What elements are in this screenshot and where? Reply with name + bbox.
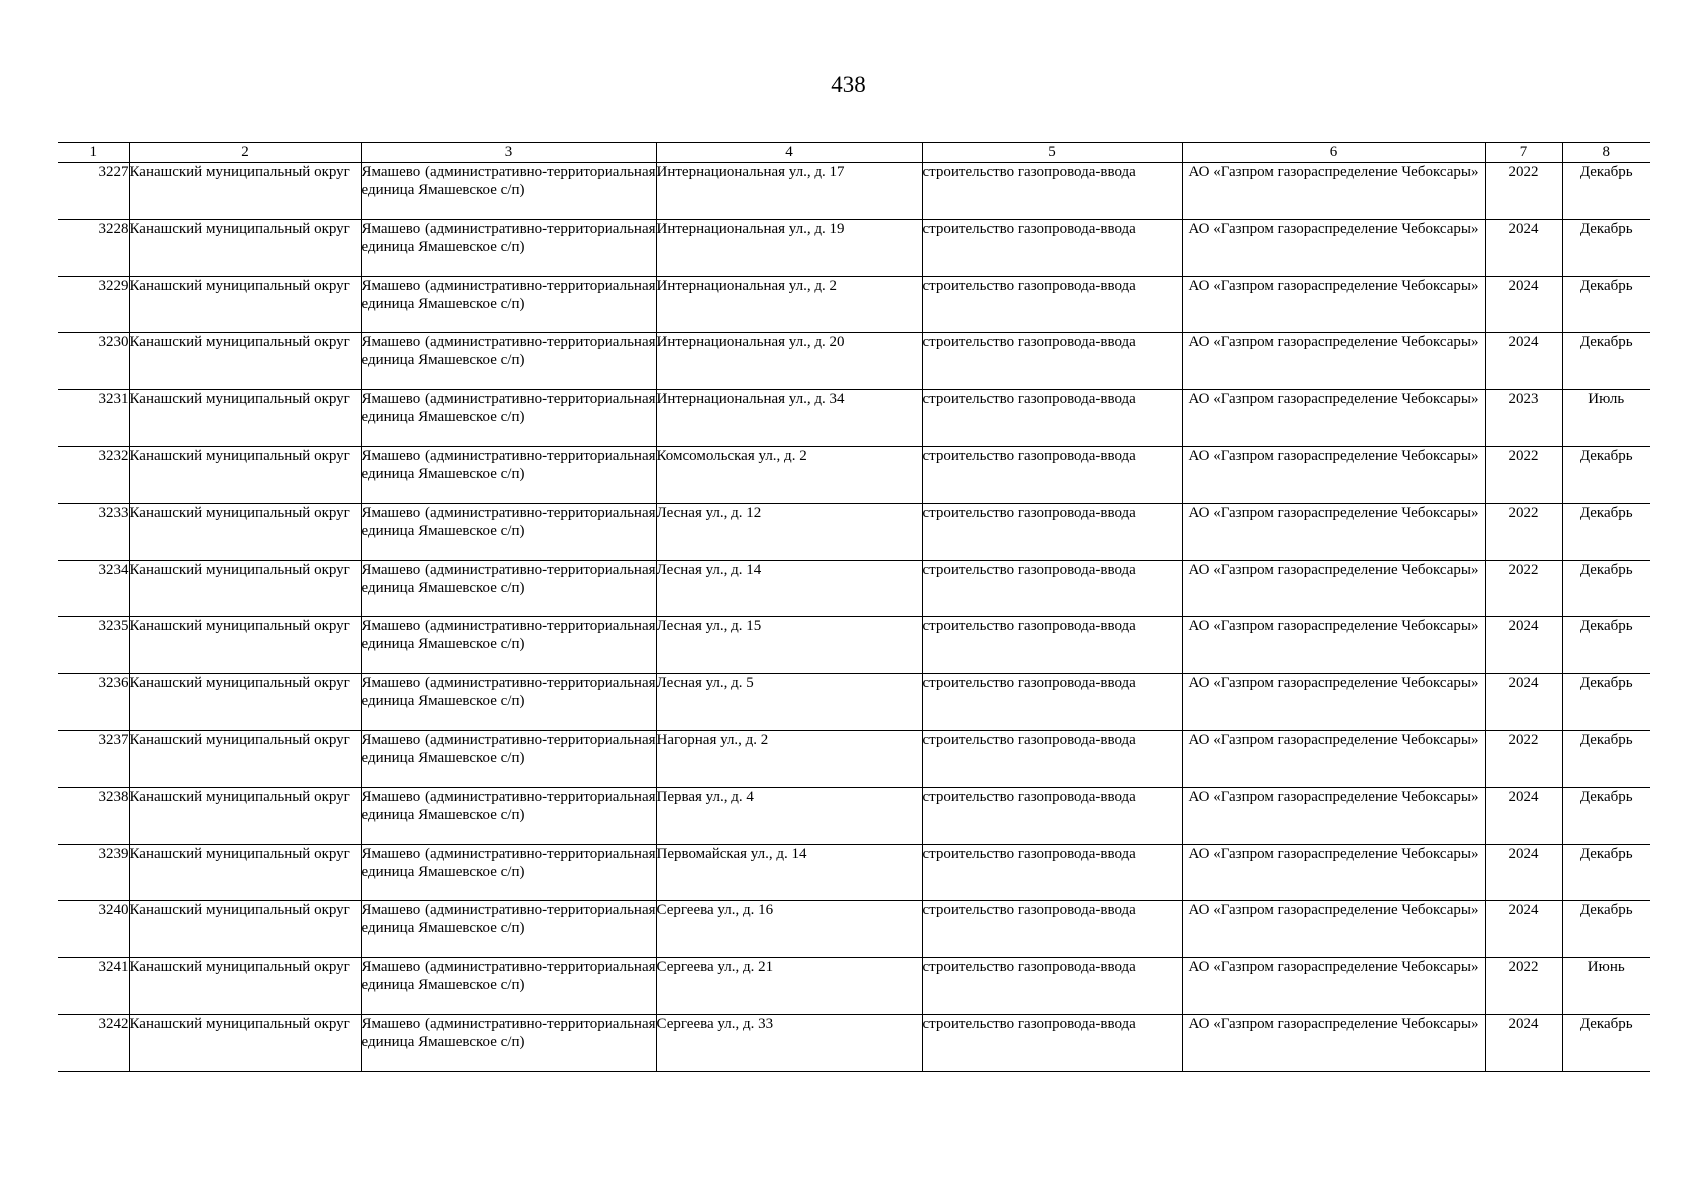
organization-cell: АО «Газпром газораспределение Чебоксары» <box>1182 503 1485 560</box>
table-row <box>58 163 1650 220</box>
work-type-cell: строительство газопровода-ввода <box>922 617 1182 674</box>
settlement-cell: Ямашево (административно-территориальная единица Ямашевское с/п) <box>361 674 656 731</box>
table-row <box>58 560 1650 617</box>
district-cell: Канашский муниципальный округ <box>129 390 361 447</box>
month-cell: Июнь <box>1562 958 1650 1015</box>
table-row <box>58 333 1650 390</box>
address-cell: Нагорная ул., д. 2 <box>656 730 922 787</box>
address-cell: Лесная ул., д. 12 <box>656 503 922 560</box>
table-row <box>58 617 1650 674</box>
table-body <box>58 163 1650 1072</box>
address-cell: Лесная ул., д. 5 <box>656 674 922 731</box>
address-cell: Интернациональная ул., д. 20 <box>656 333 922 390</box>
row-number: 3235 <box>58 617 129 674</box>
month-cell: Июль <box>1562 390 1650 447</box>
month-cell: Декабрь <box>1562 333 1650 390</box>
settlement-cell: Ямашево (административно-территориальная единица Ямашевское с/п) <box>361 163 656 220</box>
organization-cell: АО «Газпром газораспределение Чебоксары» <box>1182 333 1485 390</box>
district-cell: Канашский муниципальный округ <box>129 333 361 390</box>
column-header: 7 <box>1485 143 1562 163</box>
settlement-cell: Ямашево (административно-территориальная единица Ямашевское с/п) <box>361 1014 656 1071</box>
settlement-cell: Ямашево (административно-территориальная единица Ямашевское с/п) <box>361 787 656 844</box>
table-row <box>58 901 1650 958</box>
address-cell: Интернациональная ул., д. 17 <box>656 163 922 220</box>
settlement-cell: Ямашево (административно-территориальная единица Ямашевское с/п) <box>361 333 656 390</box>
work-type-cell: строительство газопровода-ввода <box>922 958 1182 1015</box>
work-type-cell: строительство газопровода-ввода <box>922 730 1182 787</box>
month-cell: Декабрь <box>1562 560 1650 617</box>
register-table <box>58 142 1650 1072</box>
row-number: 3230 <box>58 333 129 390</box>
month-cell: Декабрь <box>1562 446 1650 503</box>
settlement-cell: Ямашево (административно-территориальная единица Ямашевское с/п) <box>361 958 656 1015</box>
organization-cell: АО «Газпром газораспределение Чебоксары» <box>1182 901 1485 958</box>
row-number: 3234 <box>58 560 129 617</box>
organization-cell: АО «Газпром газораспределение Чебоксары» <box>1182 1014 1485 1071</box>
work-type-cell: строительство газопровода-ввода <box>922 674 1182 731</box>
work-type-cell: строительство газопровода-ввода <box>922 333 1182 390</box>
district-cell: Канашский муниципальный округ <box>129 617 361 674</box>
address-cell: Лесная ул., д. 14 <box>656 560 922 617</box>
row-number: 3239 <box>58 844 129 901</box>
work-type-cell: строительство газопровода-ввода <box>922 219 1182 276</box>
address-cell: Первомайская ул., д. 14 <box>656 844 922 901</box>
row-number: 3231 <box>58 390 129 447</box>
organization-cell: АО «Газпром газораспределение Чебоксары» <box>1182 617 1485 674</box>
year-cell: 2022 <box>1485 730 1562 787</box>
column-header: 6 <box>1182 143 1485 163</box>
year-cell: 2024 <box>1485 901 1562 958</box>
month-cell: Декабрь <box>1562 901 1650 958</box>
address-cell: Лесная ул., д. 15 <box>656 617 922 674</box>
district-cell: Канашский муниципальный округ <box>129 446 361 503</box>
district-cell: Канашский муниципальный округ <box>129 219 361 276</box>
district-cell: Канашский муниципальный округ <box>129 674 361 731</box>
column-header: 3 <box>361 143 656 163</box>
district-cell: Канашский муниципальный округ <box>129 787 361 844</box>
year-cell: 2024 <box>1485 333 1562 390</box>
organization-cell: АО «Газпром газораспределение Чебоксары» <box>1182 844 1485 901</box>
year-cell: 2024 <box>1485 844 1562 901</box>
month-cell: Декабрь <box>1562 674 1650 731</box>
work-type-cell: строительство газопровода-ввода <box>922 503 1182 560</box>
table-row <box>58 844 1650 901</box>
header-row <box>58 143 1650 163</box>
column-header: 8 <box>1562 143 1650 163</box>
year-cell: 2024 <box>1485 219 1562 276</box>
address-cell: Первая ул., д. 4 <box>656 787 922 844</box>
table-row <box>58 219 1650 276</box>
table-row <box>58 787 1650 844</box>
settlement-cell: Ямашево (административно-территориальная единица Ямашевское с/п) <box>361 503 656 560</box>
table-row <box>58 730 1650 787</box>
work-type-cell: строительство газопровода-ввода <box>922 446 1182 503</box>
district-cell: Канашский муниципальный округ <box>129 276 361 333</box>
column-header: 4 <box>656 143 922 163</box>
month-cell: Декабрь <box>1562 1014 1650 1071</box>
year-cell: 2022 <box>1485 560 1562 617</box>
organization-cell: АО «Газпром газораспределение Чебоксары» <box>1182 163 1485 220</box>
work-type-cell: строительство газопровода-ввода <box>922 276 1182 333</box>
address-cell: Сергеева ул., д. 16 <box>656 901 922 958</box>
address-cell: Интернациональная ул., д. 19 <box>656 219 922 276</box>
work-type-cell: строительство газопровода-ввода <box>922 901 1182 958</box>
month-cell: Декабрь <box>1562 163 1650 220</box>
table-row <box>58 958 1650 1015</box>
year-cell: 2022 <box>1485 958 1562 1015</box>
year-cell: 2022 <box>1485 163 1562 220</box>
month-cell: Декабрь <box>1562 503 1650 560</box>
column-header: 5 <box>922 143 1182 163</box>
work-type-cell: строительство газопровода-ввода <box>922 787 1182 844</box>
organization-cell: АО «Газпром газораспределение Чебоксары» <box>1182 219 1485 276</box>
row-number: 3241 <box>58 958 129 1015</box>
settlement-cell: Ямашево (административно-территориальная единица Ямашевское с/п) <box>361 730 656 787</box>
table-row <box>58 674 1650 731</box>
table-row <box>58 276 1650 333</box>
table-row <box>58 446 1650 503</box>
month-cell: Декабрь <box>1562 787 1650 844</box>
district-cell: Канашский муниципальный округ <box>129 560 361 617</box>
year-cell: 2022 <box>1485 446 1562 503</box>
column-header: 2 <box>129 143 361 163</box>
row-number: 3227 <box>58 163 129 220</box>
address-cell: Комсомольская ул., д. 2 <box>656 446 922 503</box>
year-cell: 2024 <box>1485 674 1562 731</box>
page-number: 438 <box>831 72 866 97</box>
table-row <box>58 1014 1650 1071</box>
year-cell: 2024 <box>1485 787 1562 844</box>
table-row <box>58 390 1650 447</box>
year-cell: 2024 <box>1485 617 1562 674</box>
work-type-cell: строительство газопровода-ввода <box>922 390 1182 447</box>
work-type-cell: строительство газопровода-ввода <box>922 844 1182 901</box>
district-cell: Канашский муниципальный округ <box>129 958 361 1015</box>
month-cell: Декабрь <box>1562 730 1650 787</box>
settlement-cell: Ямашево (административно-территориальная единица Ямашевское с/п) <box>361 276 656 333</box>
district-cell: Канашский муниципальный округ <box>129 163 361 220</box>
row-number: 3232 <box>58 446 129 503</box>
column-header: 1 <box>58 143 129 163</box>
settlement-cell: Ямашево (административно-территориальная единица Ямашевское с/п) <box>361 901 656 958</box>
row-number: 3238 <box>58 787 129 844</box>
year-cell: 2024 <box>1485 1014 1562 1071</box>
table-row <box>58 503 1650 560</box>
district-cell: Канашский муниципальный округ <box>129 901 361 958</box>
organization-cell: АО «Газпром газораспределение Чебоксары» <box>1182 674 1485 731</box>
organization-cell: АО «Газпром газораспределение Чебоксары» <box>1182 787 1485 844</box>
organization-cell: АО «Газпром газораспределение Чебоксары» <box>1182 958 1485 1015</box>
settlement-cell: Ямашево (административно-территориальная единица Ямашевское с/п) <box>361 617 656 674</box>
year-cell: 2023 <box>1485 390 1562 447</box>
settlement-cell: Ямашево (административно-территориальная единица Ямашевское с/п) <box>361 390 656 447</box>
organization-cell: АО «Газпром газораспределение Чебоксары» <box>1182 730 1485 787</box>
work-type-cell: строительство газопровода-ввода <box>922 1014 1182 1071</box>
row-number: 3228 <box>58 219 129 276</box>
organization-cell: АО «Газпром газораспределение Чебоксары» <box>1182 560 1485 617</box>
settlement-cell: Ямашево (административно-территориальная единица Ямашевское с/п) <box>361 219 656 276</box>
district-cell: Канашский муниципальный округ <box>129 844 361 901</box>
year-cell: 2022 <box>1485 503 1562 560</box>
organization-cell: АО «Газпром газораспределение Чебоксары» <box>1182 276 1485 333</box>
address-cell: Сергеева ул., д. 33 <box>656 1014 922 1071</box>
row-number: 3233 <box>58 503 129 560</box>
settlement-cell: Ямашево (административно-территориальная единица Ямашевское с/п) <box>361 446 656 503</box>
address-cell: Интернациональная ул., д. 2 <box>656 276 922 333</box>
settlement-cell: Ямашево (административно-территориальная единица Ямашевское с/п) <box>361 844 656 901</box>
row-number: 3240 <box>58 901 129 958</box>
row-number: 3237 <box>58 730 129 787</box>
row-number: 3229 <box>58 276 129 333</box>
row-number: 3242 <box>58 1014 129 1071</box>
district-cell: Канашский муниципальный округ <box>129 1014 361 1071</box>
month-cell: Декабрь <box>1562 844 1650 901</box>
year-cell: 2024 <box>1485 276 1562 333</box>
address-cell: Сергеева ул., д. 21 <box>656 958 922 1015</box>
district-cell: Канашский муниципальный округ <box>129 503 361 560</box>
district-cell: Канашский муниципальный округ <box>129 730 361 787</box>
row-number: 3236 <box>58 674 129 731</box>
work-type-cell: строительство газопровода-ввода <box>922 560 1182 617</box>
month-cell: Декабрь <box>1562 617 1650 674</box>
organization-cell: АО «Газпром газораспределение Чебоксары» <box>1182 390 1485 447</box>
month-cell: Декабрь <box>1562 276 1650 333</box>
table-header <box>58 143 1650 163</box>
month-cell: Декабрь <box>1562 219 1650 276</box>
organization-cell: АО «Газпром газораспределение Чебоксары» <box>1182 446 1485 503</box>
settlement-cell: Ямашево (административно-территориальная единица Ямашевское с/п) <box>361 560 656 617</box>
work-type-cell: строительство газопровода-ввода <box>922 163 1182 220</box>
address-cell: Интернациональная ул., д. 34 <box>656 390 922 447</box>
